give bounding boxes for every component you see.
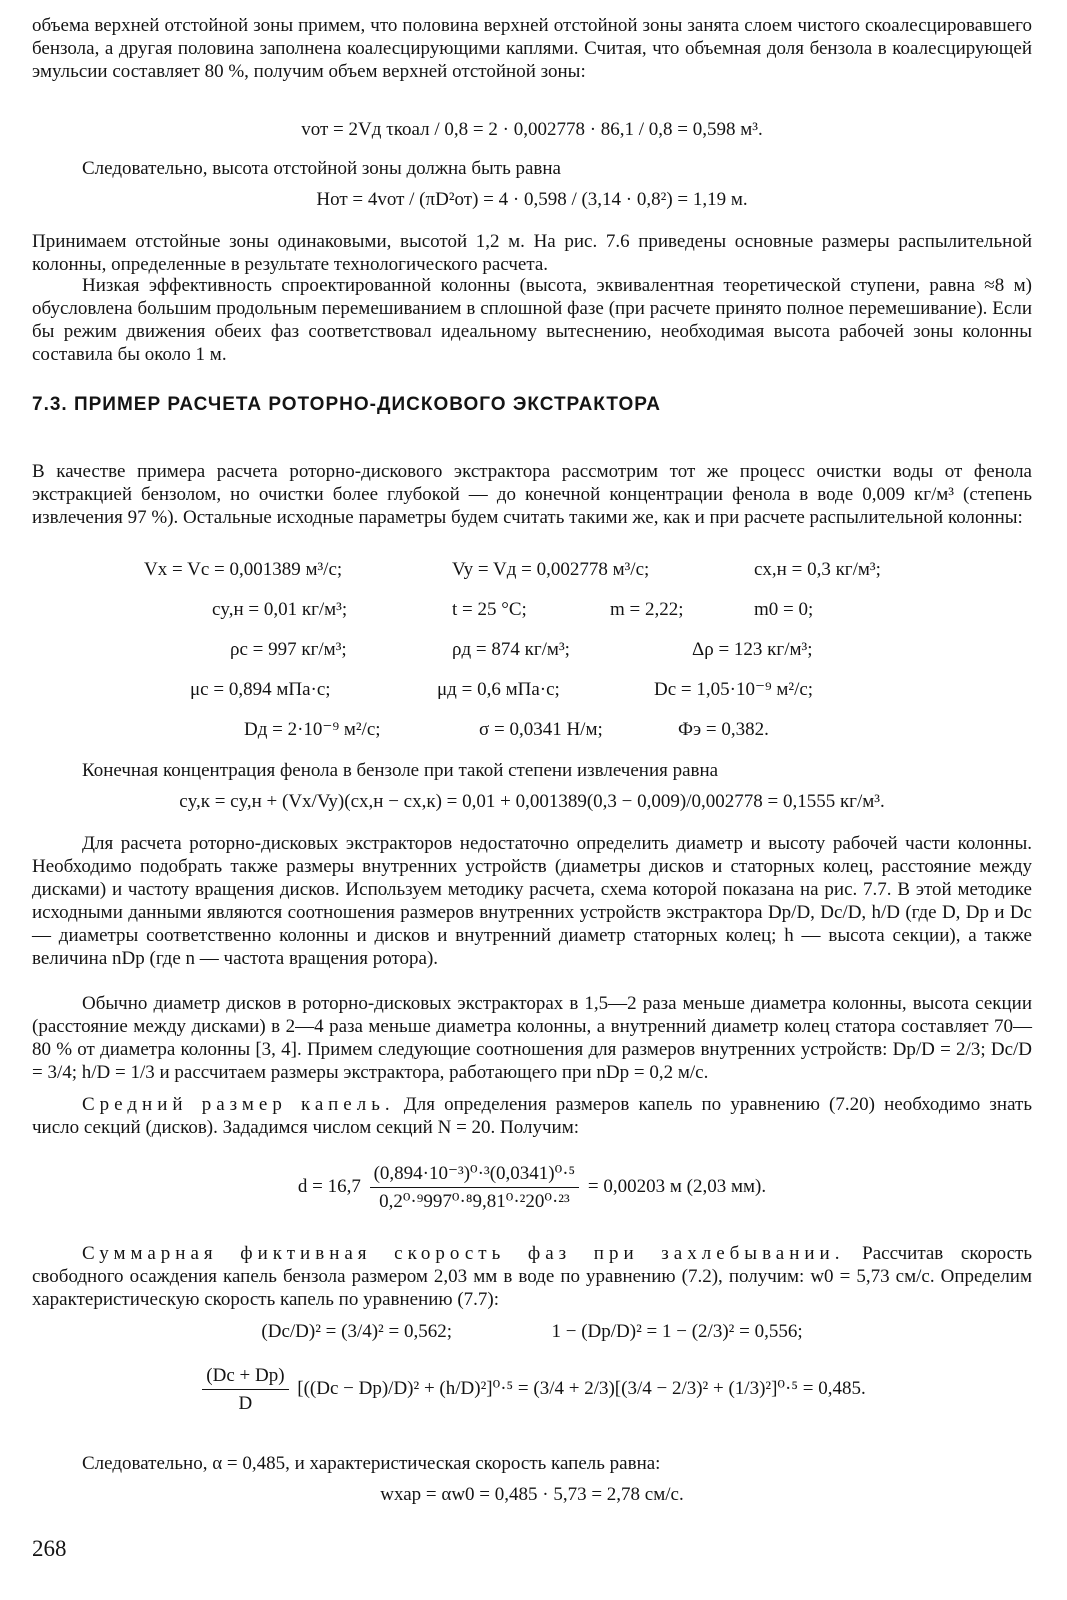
parameter: m = 2,22; [610,599,684,620]
parameter-row [32,598,1032,638]
paragraph [32,1093,1032,1139]
parameter: ρс = 997 кг/м³; [230,639,347,660]
paragraph: Принимаем отстойные зоны одинаковыми, высотой 1,2 м. На рис. 7.6 приведены основные размеры распылительной колонны, определенные в результате технологического расчета. [32,231,1032,275]
paragraph: Для расчета роторно-дисковых экстракторов недостаточно определить диаметр и высоту рабочей части колонны. Необходимо подобрать также размеры внутренних устройств (диаметры дисков и статорных колец, расстояние между дисками) и частоту вращения дисков. Используем методику расчета, схема которой показана на рис. 7.7. В этой методике исходными данными являются соотношения размеров внутренних устройств экстрактора Dр/D, Dс/D, h/D (где D, Dр и Dс — диаметры соответственно колонны и дисков и внутренний диаметр статорных колец; h — высота секции), а также величина nDр (где n — частота вращения ротора). [32,833,1032,969]
numerator: (Dс + Dр) [202,1364,288,1390]
parameter-row [32,638,1032,678]
parameter: μд = 0,6 мПа·с; [437,679,560,700]
parameter: Vy = Vд = 0,002778 м³/с; [452,559,650,580]
parameter: cx,н = 0,3 кг/м³; [754,559,881,580]
parameter-row [32,678,1032,718]
fraction [202,1364,288,1415]
parameter: cy,н = 0,01 кг/м³; [212,599,348,620]
paragraph: объема верхней отстойной зоны примем, что половина верхней отстойной зоны занята слоем чистого скоалесцировавшего бензола, а другая половина заполнена коалесцирующими каплями. Считая, что объемная доля бензола в коалесцирующей эмульсии составляет 80 %, получим объем верхней отстойной зоны: [32,15,1032,82]
parameter: Dс = 1,05·10⁻⁹ м²/с; [654,679,814,700]
parameter: Dд = 2·10⁻⁹ м²/с; [244,719,381,740]
equation-droplet-size [32,1162,1032,1213]
paragraph: Следовательно, α = 0,485, и характеристическая скорость капель равна: [82,1453,661,1474]
section-heading: 7.3. ПРИМЕР РАСЧЕТА РОТОРНО-ДИСКОВОГО ЭКСТРАКТОРА [32,394,661,415]
parameter: Фэ = 0,382. [678,719,769,740]
paragraph [32,1242,1032,1311]
parameter: ρд = 874 кг/м³; [452,639,570,660]
run-in-heading: Средний размер капель. [82,1094,395,1115]
equation: vот = 2Vд τкоал / 0,8 = 2 · 0,002778 · 86,1 / 0,8 = 0,598 м³. [301,119,763,140]
equation: wхар = αw0 = 0,485 · 5,73 = 2,78 см/с. [380,1484,684,1505]
denominator: 0,2⁰·⁹997⁰·⁸9,81⁰·²20⁰·²³ [379,1191,570,1212]
paragraph: Низкая эффективность спроектированной колонны (высота, эквивалентная теоретической ступени, равна ≈8 м) обусловлена большим продольным перемешиванием в сплошной фазе (при расчете принято полное перемешивание). Если бы режим движения обеих фаз соответствовал идеальному вытеснению, необходимая высота рабочей зоны колонны составила бы около 1 м. [32,275,1032,365]
paragraph: Конечная концентрация фенола в бензоле при такой степени извлечения равна [82,760,719,781]
parameter-row [32,718,1032,758]
parameter-list [32,558,1032,758]
equation-ratios [32,1320,1032,1343]
parameter: m0 = 0; [754,599,814,620]
parameter: σ = 0,0341 Н/м; [479,719,603,740]
equation: cy,к = cy,н + (Vx/Vy)(cx,н − cx,к) = 0,01 + 0,001389(0,3 − 0,009)/0,002778 = 0,1555 кг/м³. [179,791,885,812]
paragraph: В качестве примера расчета роторно-дискового экстрактора рассмотрим тот же процесс очистки воды от фенола экстракцией бензолом, но очистки более глубокой — до конечной концентрации фенола в воде 0,009 кг/м³ (степень извлечения 97 %). Остальные исходные параметры будем считать такими же, как и при расчете распылительной колонны: [32,461,1032,528]
page-number: 268 [32,1536,67,1561]
equation-left: d = 16,7 [297,1175,361,1197]
equation-right: = 0,00203 м (2,03 мм). [587,1175,767,1197]
parameter-row [32,558,1032,598]
paragraph-text: Рассчитав скорость свободного осаждения капель бензола размером 2,03 мм в воде по уравнению (7.2), получим: w0 = 5,73 см/с. Определим характеристическую скорость капель по уравнению (7.7): [32,1243,1033,1310]
parameter: t = 25 °С; [452,599,527,620]
parameter: μс = 0,894 мПа·с; [190,679,331,700]
equation: (Dс/D)² = (3/4)² = 0,562; [261,1321,452,1342]
equation-alpha [32,1364,1032,1415]
run-in-heading: Суммарная фиктивная скорость фаз при захлебывании. [82,1243,845,1264]
paragraph-text: Для определения размеров капель по уравнению (7.20) необходимо знать число секций (дисков). Зададимся числом секций N = 20. Получим: [32,1094,1032,1138]
numerator: (0,894·10⁻³)⁰·³(0,0341)⁰·⁵ [370,1162,580,1188]
equation-rest: [((Dс − Dр)/D)² + (h/D)²]⁰·⁵ = (3/4 + 2/3)[(3/4 − 2/3)² + (1/3)²]⁰·⁵ = 0,485. [297,1377,866,1399]
parameter: Δρ = 123 кг/м³; [692,639,813,660]
equation: Hот = 4vот / (πD²от) = 4 · 0,598 / (3,14 · 0,8²) = 1,19 м. [316,189,748,210]
paragraph: Следовательно, высота отстойной зоны должна быть равна [82,158,561,179]
paragraph: Обычно диаметр дисков в роторно-дисковых экстракторах в 1,5—2 раза меньше диаметра колонны, высота секции (расстояние между дисками) в 2—4 раза меньше диаметра колонны, а внутренний диаметр колец статора составляет 70—80 % от диаметра колонны [3, 4]. Примем следующие соотношения для размеров внутренних устройств: Dр/D = 2/3; Dс/D = 3/4; h/D = 1/3 и рассчитаем размеры экстрактора, работающего при nDр = 0,2 м/с. [32,993,1032,1083]
parameter: Vx = Vc = 0,001389 м³/с; [144,559,343,580]
denominator: D [238,1393,253,1414]
fraction [370,1162,580,1213]
equation: 1 − (Dр/D)² = 1 − (2/3)² = 0,556; [551,1321,803,1342]
